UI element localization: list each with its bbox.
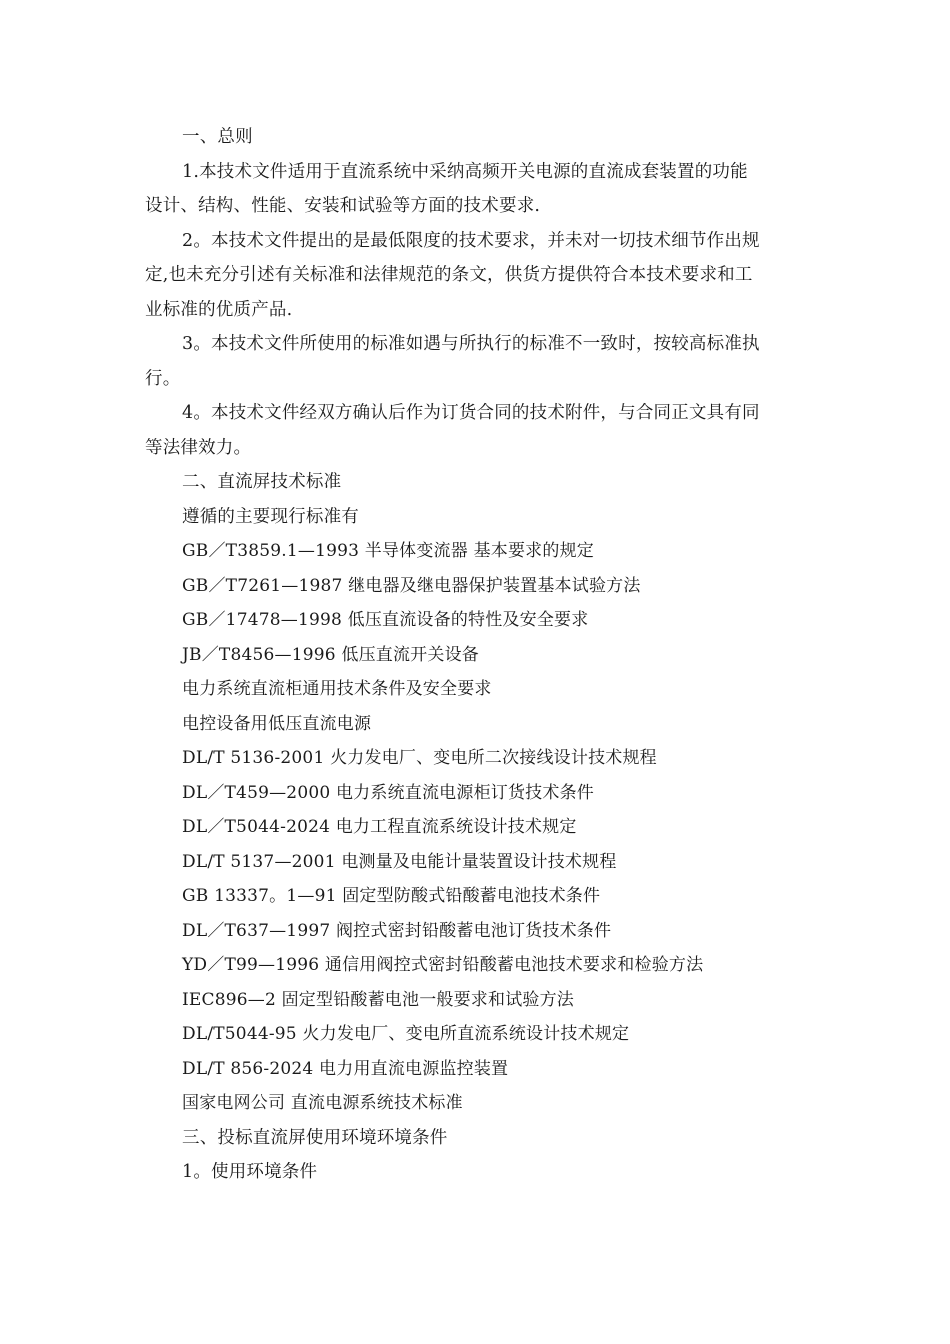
standard-item: DL／T459—2000 电力系统直流电源柜订货技术条件 [182, 782, 594, 803]
standard-item: DL／T5044-2024 电力工程直流系统设计技术规定 [182, 817, 577, 837]
standard-item: IEC896—2 固定型铅酸蓄电池一般要求和试验方法 [182, 989, 574, 1010]
standards-intro: 遵循的主要现行标准有 [182, 506, 359, 527]
paragraph-1-line-2: 设计、结构、性能、安装和试验等方面的技术要求. [145, 196, 541, 216]
paragraph-4-line-1: 4。本技术文件经双方确认后作为订货合同的技术附件，与合同正文具有同 [182, 403, 760, 423]
paragraph-2-line-3: 业标准的优质产品. [145, 299, 293, 320]
standard-item: DL/T 5136-2001 火力发电厂、变电所二次接线设计技术规程 [182, 748, 657, 768]
paragraph-1-line-1: 1.本技术文件适用于直流系统中采纳高频开关电源的直流成套装置的功能 [182, 161, 748, 182]
standard-item: YD／T99—1996 通信用阀控式密封铅酸蓄电池技术要求和检验方法 [182, 955, 704, 975]
section-heading-standards: 二、直流屏技术标准 [182, 472, 342, 492]
standard-item: GB／T7261—1987 继电器及继电器保护装置基本试验方法 [182, 575, 641, 596]
environment-item-1: 1。使用环境条件 [182, 1162, 318, 1182]
standard-item: DL/T 5137—2001 电测量及电能计量装置设计技术规程 [182, 851, 617, 872]
section-heading-environment: 三、投标直流屏使用环境环境条件 [182, 1127, 448, 1148]
standard-item: GB／T3859.1—1993 半导体变流器 基本要求的规定 [182, 541, 594, 561]
paragraph-3-line-1: 3。本技术文件所使用的标准如遇与所执行的标准不一致时，按较高标准执 [182, 334, 760, 354]
standard-item: GB 13337。1—91 固定型防酸式铅酸蓄电池技术条件 [182, 886, 601, 906]
paragraph-2-line-1: 2。本技术文件提出的是最低限度的技术要求，并未对一切技术细节作出规 [182, 230, 760, 251]
standard-item: 电力系统直流柜通用技术条件及安全要求 [182, 679, 492, 699]
standard-item: DL/T5044-95 火力发电厂、变电所直流系统设计技术规定 [182, 1024, 630, 1044]
section-heading-general: 一、总则 [182, 127, 253, 147]
standard-item: 国家电网公司 直流电源系统技术标准 [182, 1093, 463, 1113]
standard-item: DL／T637—1997 阀控式密封铅酸蓄电池订货技术条件 [182, 920, 612, 941]
standard-item: GB／17478—1998 低压直流设备的特性及安全要求 [182, 610, 589, 630]
standard-item: 电控设备用低压直流电源 [182, 713, 372, 734]
document-body [145, 120, 805, 1190]
paragraph-4-line-2: 等法律效力。 [145, 437, 252, 458]
standard-item: JB／T8456—1996 低压直流开关设备 [182, 644, 479, 665]
paragraph-3-line-2: 行。 [145, 368, 181, 389]
paragraph-2-line-2: 定,也未充分引述有关标准和法律规范的条文，供货方提供符合本技术要求和工 [145, 265, 753, 285]
standard-item: DL/T 856-2024 电力用直流电源监控装置 [182, 1058, 509, 1079]
